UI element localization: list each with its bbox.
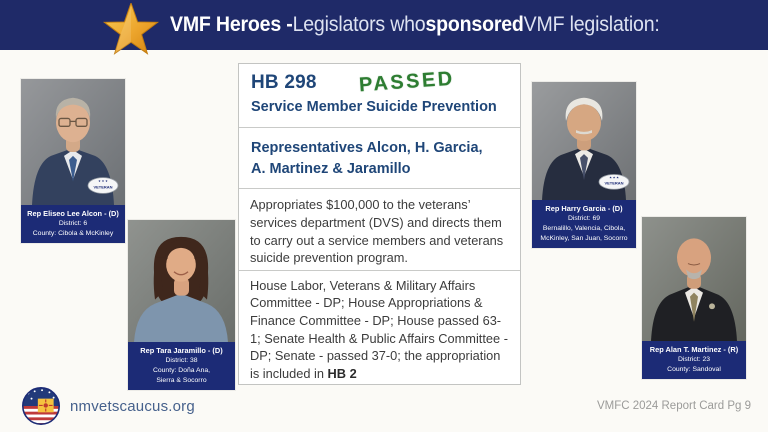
report-page-label: VMFC 2024 Report Card Pg 9: [596, 400, 751, 412]
veteran-badge: [88, 178, 118, 194]
svg-text:VETERAN: VETERAN: [604, 181, 624, 186]
bill-history: [239, 270, 520, 384]
website-url: nmvetscaucus.org: [70, 398, 195, 415]
legislator-county: County: Doña Ana,: [152, 367, 211, 375]
legislator-card-alcon: [21, 79, 125, 243]
svg-text:★ ★ ★: ★ ★ ★: [609, 175, 619, 180]
page-title-bold-2: sponsored: [425, 13, 524, 36]
page-title: [170, 0, 660, 50]
sponsors-line-2: A. Martinez & Jaramillo: [251, 161, 411, 178]
legislator-name: Rep Tara Jaramillo - (D): [140, 346, 223, 356]
veteran-badge: [599, 174, 629, 189]
bill-number: HB 298: [251, 72, 317, 93]
bill-header-section: [239, 64, 520, 127]
sponsors-line-1: Representatives Alcon, H. Garcia,: [251, 139, 483, 156]
portrait-photo-garcia: [532, 82, 636, 200]
svg-text:VETERAN: VETERAN: [93, 184, 113, 190]
page-title-regular-1: Legislators who: [292, 13, 426, 36]
page-title-regular-2: VMF legislation:: [523, 13, 660, 36]
legislator-card-jaramillo: [128, 220, 235, 390]
legislator-county-2: McKinley, San Juan, Socorro: [540, 235, 628, 243]
portrait-photo-jaramillo: [128, 220, 235, 342]
legislator-district: District: 23: [677, 356, 711, 364]
passed-stamp: PASSED: [357, 67, 456, 97]
legislator-county: Bernalillo, Valencia, Cibola,: [542, 225, 626, 233]
legislator-name: Rep Eliseo Lee Alcon - (D): [27, 209, 119, 219]
portrait-photo-alcon: [21, 79, 125, 205]
legislator-caption-alcon: [21, 205, 125, 243]
bill-title: Service Member Suicide Prevention: [251, 99, 497, 115]
legislator-card-garcia: [532, 82, 636, 248]
bill-summary: Appropriates $100,000 to the veterans’ services department (DVS) and directs them to carry out a service members and veterans suicide prevention program.: [239, 188, 520, 270]
legislator-card-martinez: [642, 217, 746, 379]
bill-sponsors-section: [239, 127, 520, 189]
legislator-district: District: 38: [165, 357, 198, 365]
star-icon: [102, 3, 160, 59]
legislator-district: District: 69: [567, 215, 601, 223]
legislator-county-2: Sierra & Socorro: [156, 377, 207, 385]
legislator-caption-jaramillo: [128, 342, 235, 390]
page-title-bold-1: VMF Heroes -: [170, 13, 293, 36]
legislator-county: County: Sandoval: [667, 366, 721, 374]
bill-history-bold: HB 2: [327, 366, 357, 382]
legislator-county: County: Cibola & McKinley: [32, 230, 114, 238]
legislator-district: District: 6: [58, 220, 88, 228]
legislator-name: Rep Alan T. Martinez - (R): [649, 345, 739, 355]
bill-history-text: House Labor, Veterans & Military Affairs Committee - DP; House Appropriations & Finance Committee - DP; House passed 63-1; Senate Health & Public Affairs Committee - DP; Senate - passed 37-0; the appropriation is included in: [250, 277, 508, 382]
bill-card: [238, 63, 521, 385]
nm-veterans-caucus-logo-icon: [21, 386, 61, 426]
legislator-caption-martinez: [642, 341, 746, 379]
portrait-photo-martinez: [642, 217, 746, 341]
legislator-caption-garcia: [532, 200, 636, 248]
svg-text:★ ★ ★: ★ ★ ★: [98, 179, 108, 184]
legislator-name: Rep Harry Garcia - (D): [545, 204, 623, 214]
